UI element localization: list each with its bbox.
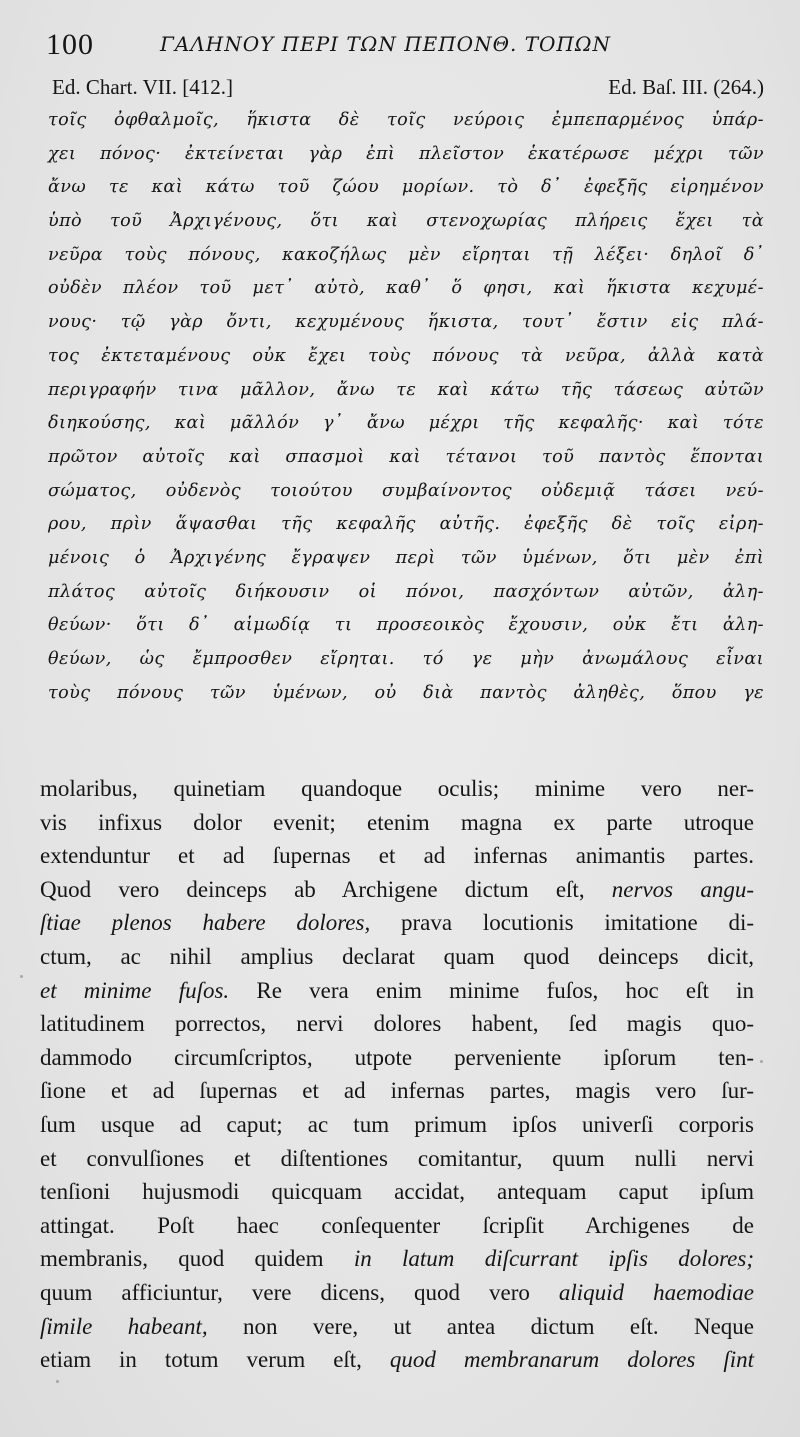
latin-text-run: dammodo circumſcriptos, utpote perveniente ipſorum ten- bbox=[40, 1044, 754, 1070]
latin-text-line bbox=[40, 806, 754, 840]
latin-text-line bbox=[40, 1343, 754, 1377]
greek-text-block bbox=[48, 104, 764, 710]
greek-text-line: διηκούσης, καὶ μᾶλλόν γ᾽ ἄνω μέχρι τῆς κεφαλῆς· καὶ τότε bbox=[48, 413, 764, 434]
latin-text-run: molaribus, quinetiam quandoque oculis; minime vero ner- bbox=[40, 776, 754, 801]
print-speck bbox=[20, 975, 23, 978]
greek-text-line: πρῶτον αὐτοῖς καὶ σπασμοὶ καὶ τέτανοι τοῦ παντὸς ἕπονται bbox=[48, 446, 764, 467]
latin-text-line bbox=[40, 1209, 754, 1243]
latin-text-run: Re vera enim minime fuſos, hoc eſt in bbox=[229, 977, 754, 1003]
latin-text-run: ſum usque ad caput; ac tum primum ipſos univerſi corporis bbox=[40, 1111, 754, 1137]
latin-text-run: non vere, ut antea dictum eſt. Neque bbox=[207, 1313, 754, 1339]
latin-text-line bbox=[40, 1142, 754, 1176]
latin-text-run: latitudinem porrectos, nervi dolores habent, ſed magis quo- bbox=[40, 1011, 754, 1037]
latin-italic-quote: et minime fuſos. bbox=[40, 977, 230, 1003]
latin-text-line bbox=[40, 1276, 754, 1310]
print-speck bbox=[56, 1380, 59, 1383]
latin-text-run: et convulſiones et diſtentiones comitantur, quum nulli nervi bbox=[40, 1145, 754, 1171]
greek-text-line: χει πόνος· ἐκτείνεται γὰρ ἐπὶ πλεῖστον ἑκατέρωσε μέχρι τῶν bbox=[48, 143, 764, 164]
greek-text-line: οὐδὲν πλέον τοῦ μετ᾽ αὐτὸ, καθ᾽ ὅ φησι, καὶ ἥκιστα κεχυμέ- bbox=[48, 278, 764, 299]
page-number: 100 bbox=[46, 28, 94, 61]
latin-text-run: quum afficiuntur, vere dicens, quod vero bbox=[40, 1279, 559, 1305]
greek-text-line: θεύων, ὡς ἔμπροσθεν εἴρηται. τό γε μὴν ἀνωμάλους εἶναι bbox=[48, 649, 764, 669]
latin-text-line bbox=[40, 839, 754, 873]
greek-text-line: τος ἐκτεταμένους οὐκ ἔχει τοὺς πόνους τὰ νεῦρα, ἀλλὰ κατὰ bbox=[48, 345, 764, 366]
edition-chart-reference: Ed. Chart. VII. [412.] bbox=[52, 75, 233, 99]
latin-text-block bbox=[40, 772, 754, 1377]
running-header bbox=[40, 26, 760, 66]
latin-text-run: tenſioni hujusmodi quicquam accidat, antequam caput ipſum bbox=[40, 1179, 754, 1205]
greek-text-line: ἄνω τε καὶ κάτω τοῦ ζώου μορίων. τὸ δ᾽ ἐφεξῆς εἰρημένον bbox=[48, 177, 764, 198]
latin-italic-quote: quod membranarum dolores ſint bbox=[389, 1347, 754, 1373]
latin-italic-quote: ſimile habeant, bbox=[40, 1313, 208, 1339]
latin-text-run: attingat. Poſt haec conſequenter ſcripſit Archigenes de bbox=[40, 1212, 754, 1238]
latin-text-line bbox=[40, 1175, 754, 1209]
latin-italic-quote: nervos angu- bbox=[611, 876, 754, 902]
running-title: ΓΑΛΗΝΟΥ ΠΕΡΙ ΤΩΝ ΠΕΠΟΝΘ. ΤΟΠΩΝ bbox=[160, 32, 611, 56]
print-speck bbox=[760, 1060, 763, 1063]
latin-text-line bbox=[40, 1108, 754, 1142]
latin-text-line bbox=[40, 940, 754, 974]
latin-text-line bbox=[40, 1242, 754, 1276]
latin-text-line bbox=[40, 873, 754, 907]
greek-text-line: πλάτος αὐτοῖς διήκουσιν οἱ πόνοι, πασχόντων αὐτῶν, ἀλη- bbox=[48, 581, 764, 602]
latin-text-run: extenduntur et ad ſupernas et ad infernas animantis partes. bbox=[40, 843, 754, 869]
greek-text-line: νους· τῷ γὰρ ὄντι, κεχυμένους ἥκιστα, τουτ᾽ ἔστιν εἰς πλά- bbox=[48, 312, 764, 333]
latin-text-run: etiam in totum verum eſt, bbox=[40, 1347, 390, 1373]
greek-text-line: θεύων· ὅτι δ᾽ αἱμωδίᾳ τι προσεοικὸς ἔχουσιν, οὐκ ἔτι ἀλη- bbox=[48, 615, 764, 636]
greek-text-line: νεῦρα τοὺς πόνους, κακοζήλως μὲν εἴρηται τῇ λέξει· δηλοῖ δ᾽ bbox=[48, 244, 764, 265]
edition-references bbox=[48, 75, 764, 105]
greek-text-line: μένοις ὁ Ἀρχιγένης ἔγραψεν περὶ τῶν ὑμένων, ὅτι μὲν ἐπὶ bbox=[48, 547, 764, 568]
latin-text-line bbox=[40, 1310, 754, 1344]
latin-text-line bbox=[40, 974, 754, 1008]
greek-text-line: σώματος, οὐδενὸς τοιούτου συμβαίνοντος οὐδεμιᾷ τάσει νεύ- bbox=[48, 480, 764, 501]
latin-text-run: vis infixus dolor evenit; etenim magna ex parte utroque bbox=[40, 809, 754, 835]
latin-text-run: ctum, ac nihil amplius declarat quam quod deinceps dicit, bbox=[40, 943, 754, 969]
latin-text-line bbox=[40, 1074, 754, 1108]
latin-text-run: prava locutionis imitatione di- bbox=[370, 910, 754, 936]
greek-text-line: τοῖς ὀφθαλμοῖς, ἥκιστα δὲ τοῖς νεύροις ἐμπεπαρμένος ὑπάρ- bbox=[48, 110, 764, 130]
latin-text-run: Quod vero deinceps ab Archigene dictum eſt, bbox=[40, 876, 612, 902]
latin-italic-quote: ſtiae plenos habere dolores, bbox=[40, 910, 371, 936]
latin-text-line bbox=[40, 772, 754, 806]
edition-basel-reference: Ed. Baſ. III. (264.) bbox=[608, 75, 764, 99]
greek-text-line: περιγραφήν τινα μᾶλλον, ἄνω τε καὶ κάτω τῆς τάσεως αὐτῶν bbox=[48, 379, 764, 400]
latin-text-line bbox=[40, 1041, 754, 1075]
latin-text-run: membranis, quod quidem bbox=[40, 1246, 354, 1272]
latin-italic-quote: in latum diſcurrant ipſis dolores; bbox=[353, 1246, 754, 1272]
greek-text-line: ρου, πρὶν ἅψασθαι τῆς κεφαλῆς αὐτῆς. ἐφεξῆς δὲ τοῖς εἰρη- bbox=[48, 514, 764, 535]
greek-text-line: ὑπὸ τοῦ Ἀρχιγένους, ὅτι καὶ στενοχωρίας πλήρεις ἔχει τὰ bbox=[48, 211, 764, 232]
latin-text-line bbox=[40, 906, 754, 940]
latin-text-line bbox=[40, 1007, 754, 1041]
latin-italic-quote: aliquid haemodiae bbox=[558, 1279, 754, 1305]
greek-text-line: τοὺς πόνους τῶν ὑμένων, οὐ διὰ παντὸς ἀληθὲς, ὅπου γε bbox=[48, 682, 764, 703]
latin-text-run: ſione et ad ſupernas et ad infernas partes, magis vero ſur- bbox=[40, 1078, 754, 1104]
